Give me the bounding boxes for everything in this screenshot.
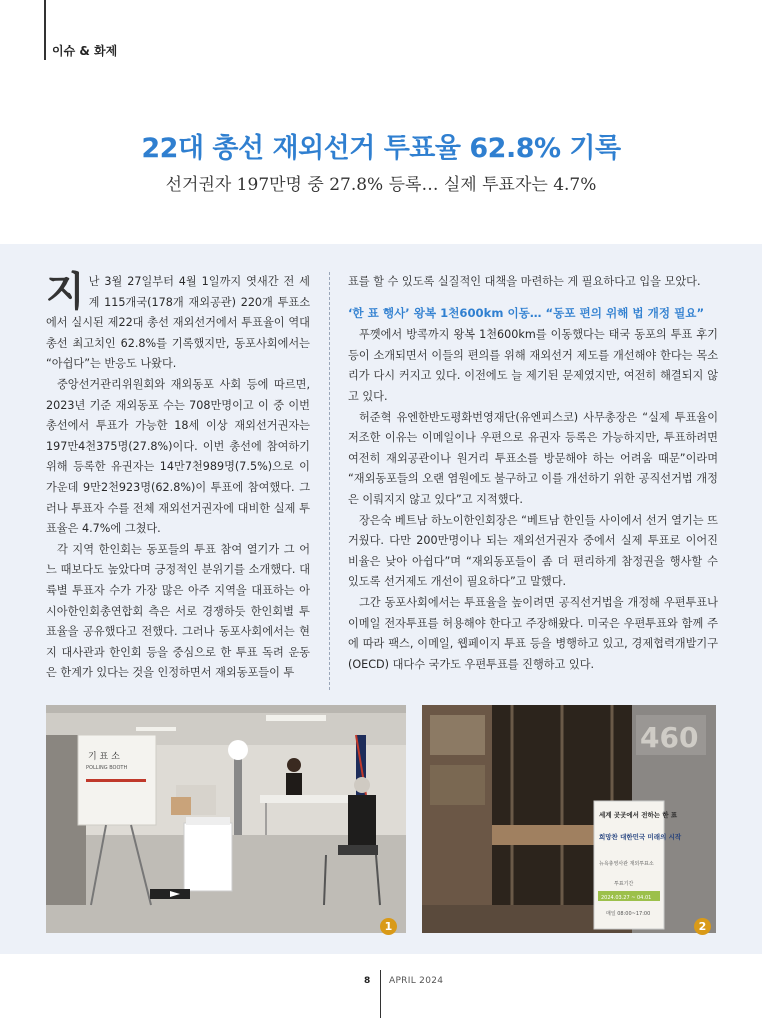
building-number: 460 — [640, 721, 699, 754]
article-paragraph: 중앙선거관리위원회와 재외동포 사회 등에 따르면, 2023년 기준 재외동포 수는 708만명이고 이 중 이번 총선에서 투표가 가능한 18세 이상 재외선거권자는 197만4천375명(27.8%)이다. 이번 총선에 참여하기 위해 등록한 유권자는 14만7천989명(7.5%)으로 이 가운데 9만2천923명(62.8%)이 투표에 참여했다. 그러나 투표자 수를 전체 재외선거권자에 대비한 실제 투표율은 4.7%에 그쳤다. — [46, 377, 310, 536]
article-paragraph: 각 지역 한인회는 동포들의 투표 참여 열기가 그 어느 때보다도 높았다며 긍정적인 분위기를 소개했다. 대륙별 투표자 수가 가장 많은 아주 지역을 대표하는 아시아한인회총연합회 측은 서로 경쟁하듯 한인회별 투표율을 공유했다고 전했다. 그러나 동포사회에서는 현지 대사관과 한인회 등을 중심으로 한 투표 독려 운동은 한계가 있다는 것을 인정하면서 재외동포들이 투 — [46, 542, 310, 680]
footer-rule — [380, 970, 381, 1018]
poster-title: 세계 곳곳에서 전하는 한 표 — [599, 811, 678, 819]
polling-station-illustration — [46, 705, 406, 933]
header-rule — [44, 0, 46, 60]
photo-polling-station — [46, 705, 406, 933]
building-entrance-illustration — [422, 705, 716, 933]
headline: 22대 총선 재외선거 투표율 62.8% 기록 — [141, 133, 621, 164]
article-paragraph: 허준혁 유엔한반도평화번영재단(유엔피스코) 사무총장은 “실제 투표율이 저조한 이유는 이메일이나 우편으로 유권자 등록은 가능하지만, 투표하려면 여전히 재외공관이나 원거리 투표소를 방문해야 하는 어려움 때문”이라며 “재외동포들의 오랜 염원에도 불구하고 이를 개선하기 위한 공직선거법 개정은 이뤄지지 않고 있다”고 지적했다. — [348, 410, 718, 506]
poster-dates: 2024.03.27 ~ 04.01 — [601, 895, 652, 901]
photo-1-badge: 1 — [380, 918, 397, 935]
article-column-left — [46, 269, 310, 684]
article-paragraph-continued: 표를 할 수 있도록 실질적인 대책을 마련하는 게 필요하다고 입을 모았다. — [348, 275, 701, 288]
poster-org: 뉴욕총영사관 재외투표소 — [599, 861, 654, 867]
article-paragraph: 그간 동포사회에서는 투표율을 높이려면 공직선거법을 개정해 우편투표나 이메일 전자투표를 허용해야 한다고 주장해왔다. 미국은 우편투표와 함께 주에 따라 팩스, 이메일, 웹페이지 투표 등을 병행하고 있고, 경제협력개발기구(OECD) 대다수 국가도 우편투표를 진행하고 있다. — [348, 595, 718, 671]
booth-sign: 기 표 소 — [88, 752, 120, 762]
photo-2-badge: 2 — [694, 918, 711, 935]
article-lead-paragraph — [46, 269, 310, 375]
section-label: 이슈 & 화제 — [52, 44, 118, 58]
article-column-right — [348, 272, 718, 675]
page-number: 8 — [364, 976, 371, 986]
poster-hours: 매일 08:00~17:00 — [606, 911, 651, 917]
article-paragraph: 푸껫에서 방콕까지 왕복 1천600km를 이동했다는 태국 동포의 투표 후기 등이 소개되면서 이들의 편의를 위해 재외선거 제도를 개선해야 한다는 목소리가 다시 커지고 있다. 이전에도 늘 제기된 문제였지만, 여전히 해결되지 않고 있다. — [348, 328, 718, 403]
subsection-title: ‘한 표 행사’ 왕복 1천600km 이동… “동포 편의 위해 법 개정 필요” — [348, 305, 705, 320]
booth-sign-en: POLLING BOOTH — [86, 765, 128, 771]
article-lead-text: 난 3월 27일부터 4월 1일까지 엿새간 전 세계 115개국(178개 재외공관) 220개 투표소에서 실시된 제22대 총선 재외선거에서 투표율이 역대 총선 최고치인 62.8%를 기록했지만, 동포사회에서는 “아쉽다”는 반응도 나왔다. — [46, 275, 310, 371]
poster-period-label: 투표기간 — [614, 881, 634, 887]
photo-building-entrance — [422, 705, 716, 933]
column-divider — [329, 272, 330, 690]
issue-label: APRIL 2024 — [389, 976, 444, 986]
subhead: 선거권자 197만명 중 27.8% 등록… 실제 투표자는 4.7% — [165, 175, 597, 195]
article-paragraph: 장은숙 베트남 하노이한인회장은 “베트남 한인들 사이에서 선거 열기는 뜨거웠다. 다만 200만명이나 되는 재외선거권자 중에서 실제 투표로 이어진 비율은 낮아 아쉽다”며 “재외동포들이 좀 더 편리하게 참정권을 행사할 수 있도록 선거제도 개선이 필요하다”고 말했다. — [348, 513, 718, 589]
dropcap: 지 — [46, 269, 85, 315]
poster-main: 희망찬 대한민국 미래의 시작 — [599, 833, 682, 841]
